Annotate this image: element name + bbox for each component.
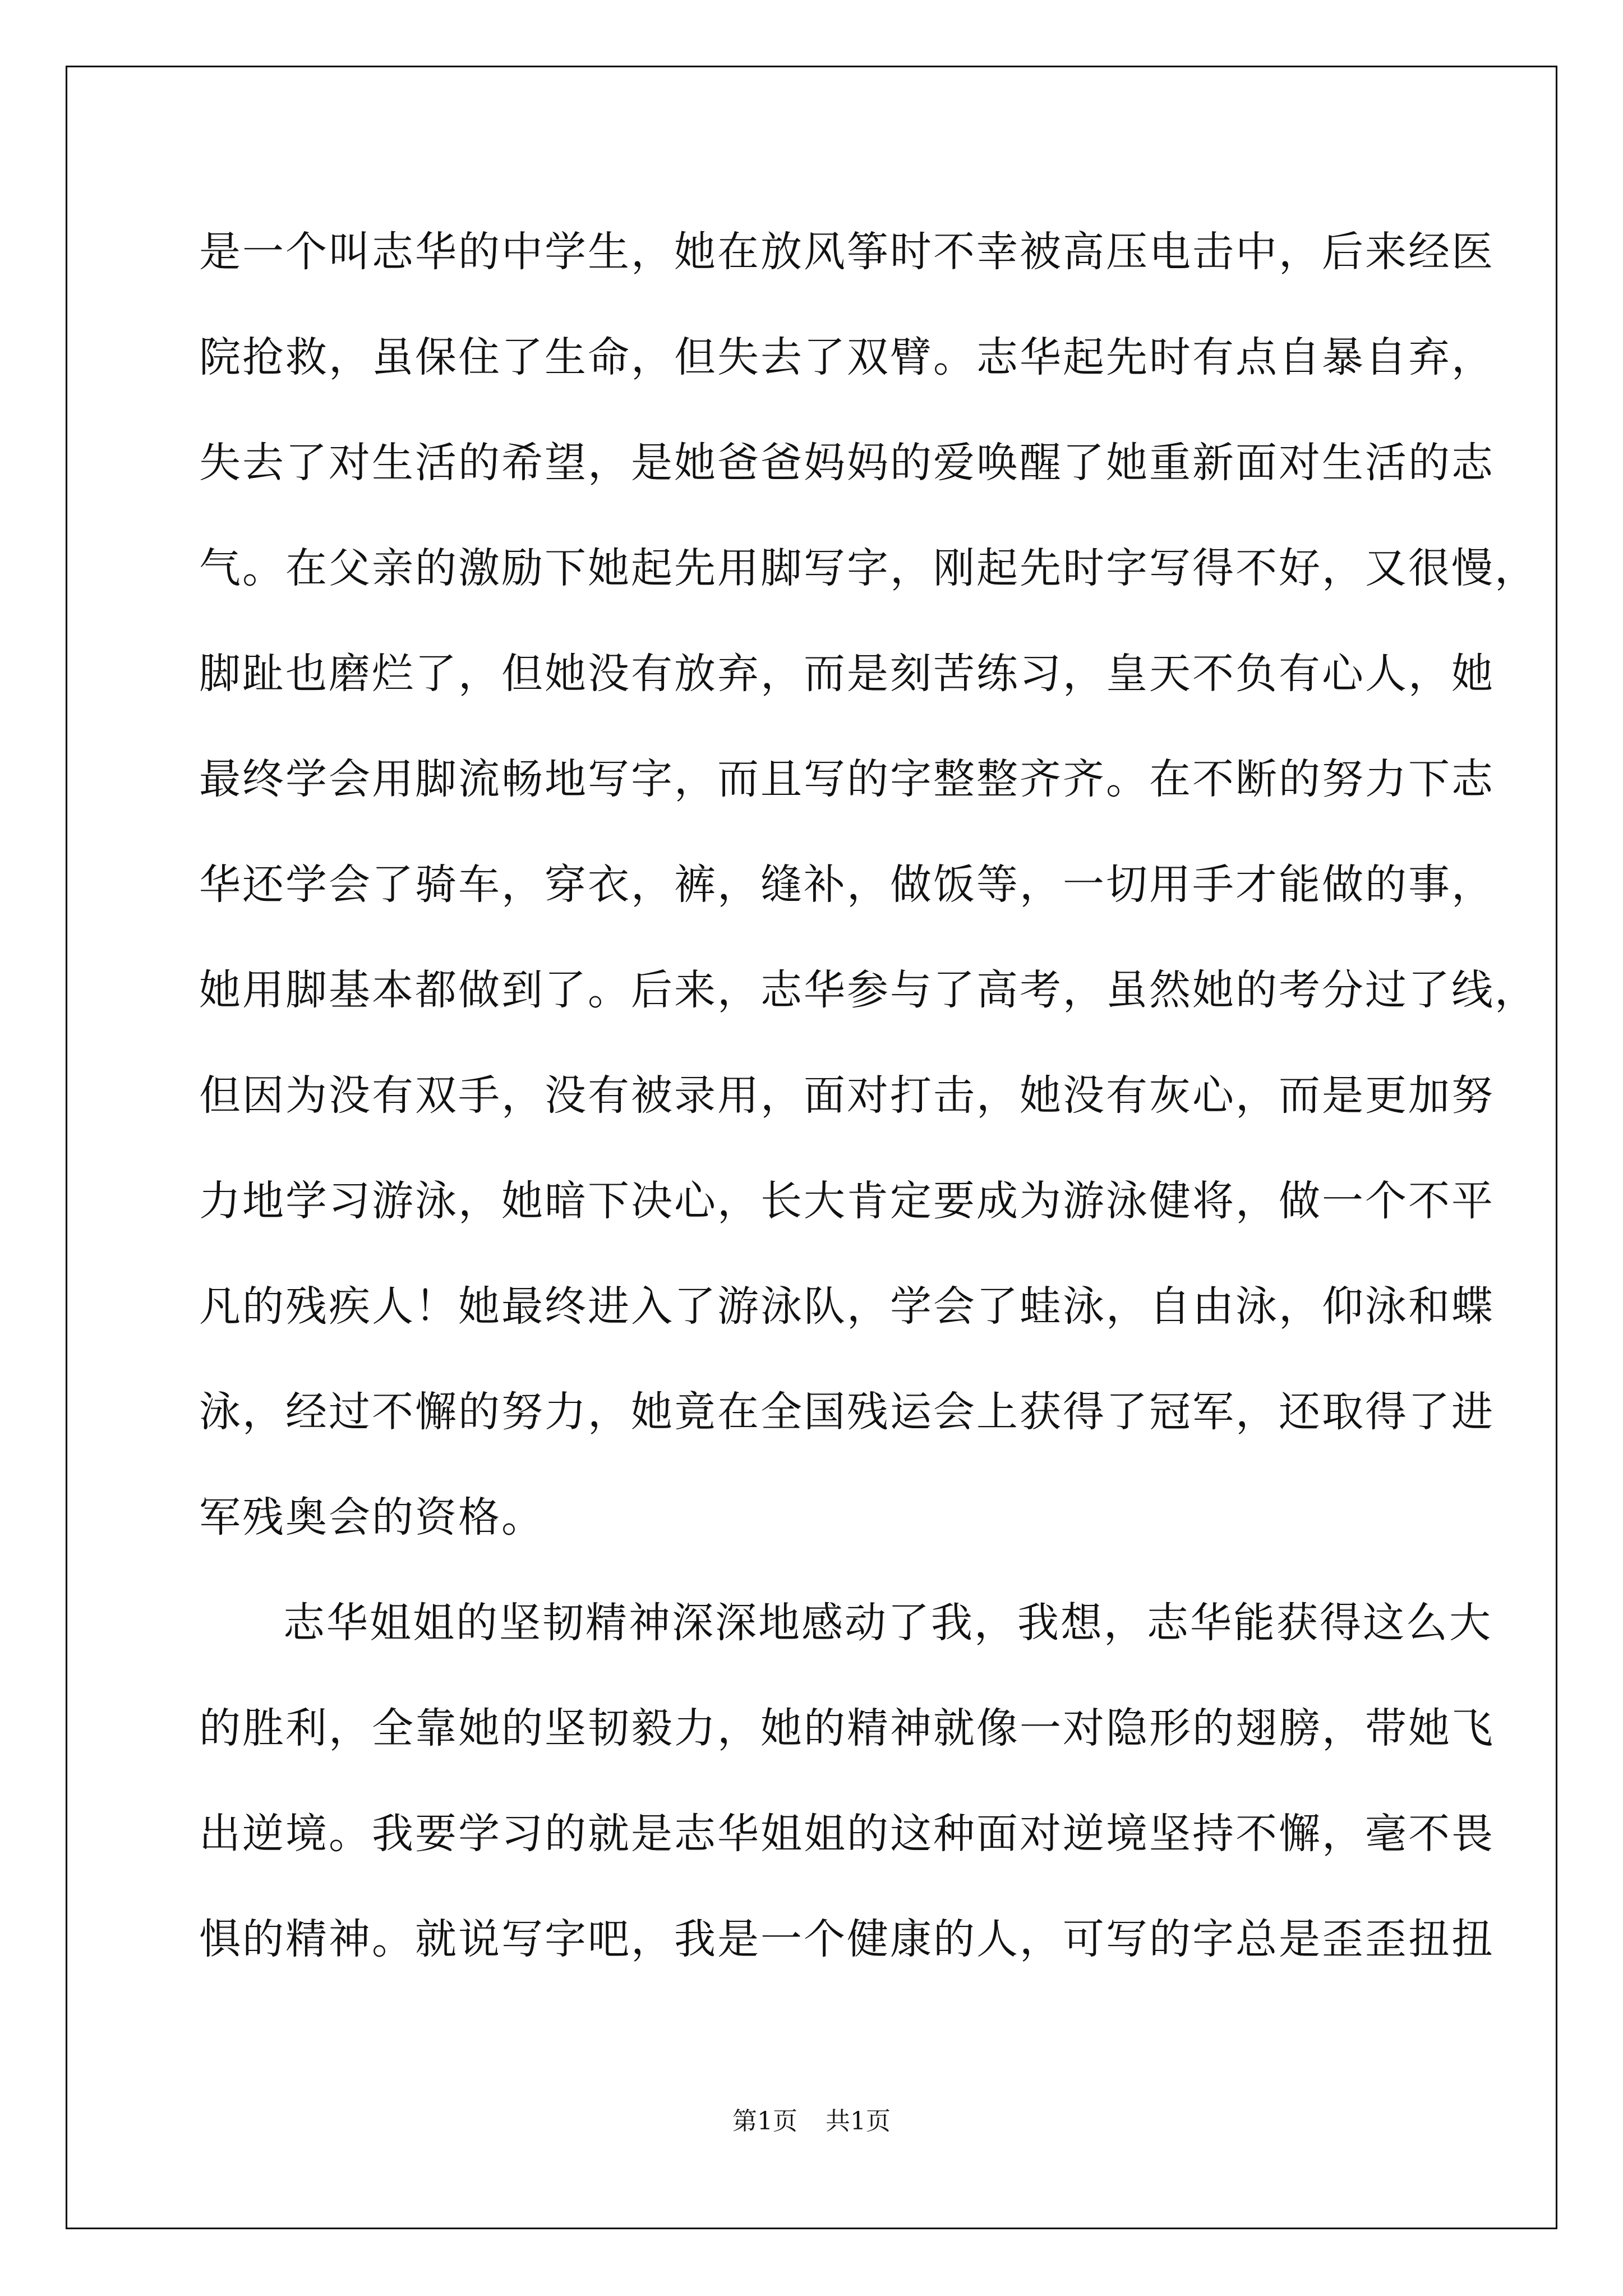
page-number: 第1页 [732,2107,797,2136]
page-footer [0,2105,1623,2138]
page-total: 共1页 [826,2107,891,2136]
text-line: 她用脚基本都做到了。后来，志华参与了高考，虽然她的考分过了线， [199,966,1538,1014]
text-line: 气。在父亲的激励下她起先用脚写字，刚起先时字写得不好，又很慢， [199,544,1538,592]
text-line: 最终学会用脚流畅地写字，而且写的字整整齐齐。在不断的努力下志 [199,755,1495,803]
text-line: 华还学会了骑车，穿衣，裤，缝补，做饭等，一切用手才能做的事， [199,861,1495,909]
paragraph-first-line: 志华姐姐的坚韧精神深深地感动了我，我想，志华能获得这么大 [283,1599,1492,1647]
text-line: 力地学习游泳，她暗下决心，长大肯定要成为游泳健将，做一个不平 [199,1177,1495,1225]
text-line: 凡的残疾人！她最终进入了游泳队，学会了蛙泳，自由泳，仰泳和蝶 [199,1282,1495,1331]
text-line: 院抢救，虽保住了生命，但失去了双臂。志华起先时有点自暴自弃， [199,333,1495,381]
text-line: 失去了对生活的希望，是她爸爸妈妈的爱唤醒了她重新面对生活的志 [199,439,1495,487]
text-line: 出逆境。我要学习的就是志华姐姐的这种面对逆境坚持不懈，毫不畏 [199,1810,1495,1858]
document-body [199,199,1538,1992]
text-line: 但因为没有双手，没有被录用，面对打击，她没有灰心，而是更加努 [199,1071,1495,1120]
text-line: 是一个叫志华的中学生，她在放风筝时不幸被高压电击中，后来经医 [199,228,1495,276]
text-line: 军残奥会的资格。 [199,1493,545,1542]
text-line: 惧的精神。就说写字吧，我是一个健康的人，可写的字总是歪歪扭扭 [199,1915,1495,1963]
text-line: 泳，经过不懈的努力，她竟在全国残运会上获得了冠军，还取得了进 [199,1388,1495,1436]
text-line: 脚趾也磨烂了，但她没有放弃，而是刻苦练习，皇天不负有心人，她 [199,650,1495,698]
text-line: 的胜利，全靠她的坚韧毅力，她的精神就像一对隐形的翅膀，带她飞 [199,1704,1495,1752]
